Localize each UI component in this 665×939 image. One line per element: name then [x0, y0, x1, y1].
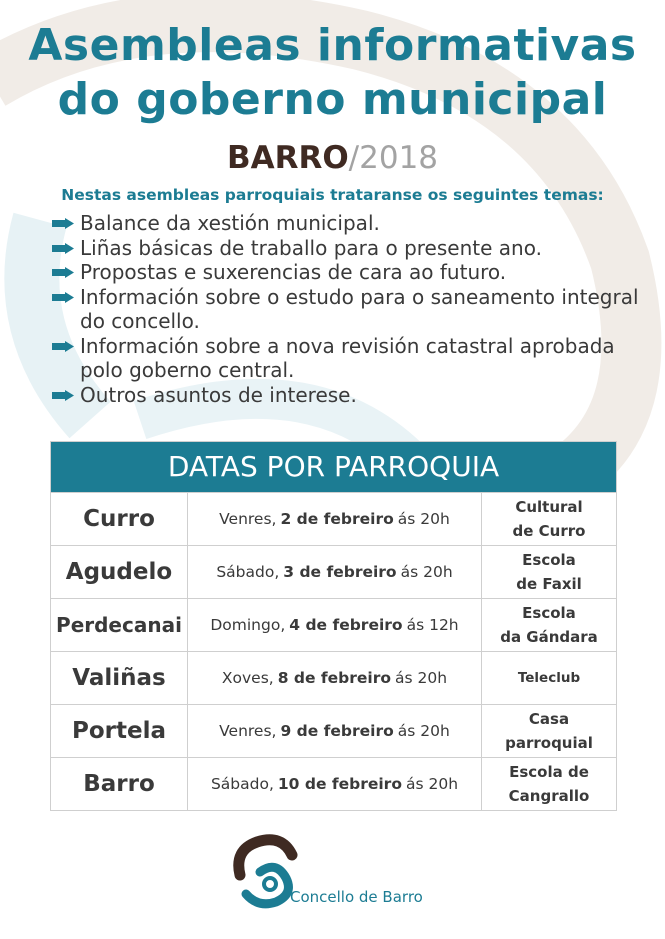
venue-cell — [482, 546, 616, 598]
arrow-right-icon — [52, 341, 74, 352]
parish-name: Barro — [51, 758, 188, 810]
weekday: Venres, — [219, 510, 277, 528]
date-cell — [188, 758, 482, 810]
venue-line-1: Cultural — [515, 498, 583, 516]
venue-line-1: Escola — [522, 551, 576, 569]
date-cell — [188, 599, 482, 651]
weekday: Sábado, — [210, 775, 274, 793]
weekday: Xoves, — [221, 669, 274, 687]
table-row — [51, 651, 616, 704]
date-cell — [188, 546, 482, 598]
table-row — [51, 545, 616, 598]
venue-line-1: Casa — [528, 710, 570, 728]
date-cell — [188, 493, 482, 545]
topic-item — [52, 285, 652, 334]
time: ás 20h — [400, 563, 453, 581]
venue-cell — [482, 599, 616, 651]
topics-list — [52, 211, 652, 407]
title-line-2: do goberno municipal — [57, 74, 608, 125]
topic-item — [52, 211, 652, 236]
subtitle-separator: / — [348, 140, 360, 176]
venue-cell — [482, 493, 616, 545]
date-cell — [188, 705, 482, 757]
parish-name: Portela — [51, 705, 188, 757]
time: ás 20h — [395, 669, 448, 687]
subtitle-year: 2018 — [359, 140, 439, 176]
table-row — [51, 704, 616, 757]
venue-cell — [482, 758, 616, 810]
schedule-table — [50, 441, 617, 811]
time: ás 20h — [397, 722, 450, 740]
time: ás 20h — [405, 775, 459, 793]
topic-item — [52, 383, 652, 408]
topic-text: Liñas básicas de traballo para o presente ano. — [80, 235, 542, 260]
venue-line-1: Escola de — [509, 763, 589, 781]
logo-text: Concello de Barro — [290, 888, 423, 906]
date: 3 de febreiro — [283, 563, 397, 581]
weekday: Venres, — [219, 722, 277, 740]
parish-name: Perdecanai — [51, 599, 188, 651]
topic-text: Información sobre o estudo para o saneamento integral do concello. — [80, 284, 639, 333]
subtitle — [0, 138, 665, 178]
date: 8 de febreiro — [277, 669, 392, 687]
table-row — [51, 757, 616, 810]
venue-line-2: de Faxil — [516, 575, 582, 593]
topic-item — [52, 236, 652, 261]
table-row — [51, 598, 616, 651]
date: 10 de febreiro — [277, 775, 402, 793]
schedule-heading: DATAS POR PARROQUIA — [51, 442, 616, 492]
parish-name: Agudelo — [51, 546, 188, 598]
date: 9 de febreiro — [280, 722, 394, 740]
topic-text: Información sobre a nova revisión catastral aprobada polo goberno central. — [80, 333, 615, 382]
weekday: Sábado, — [216, 563, 280, 581]
topic-text: Outros asuntos de interese. — [80, 382, 357, 407]
venue-cell — [482, 652, 616, 704]
arrow-right-icon — [52, 267, 74, 278]
venue-line-2: de Curro — [512, 522, 586, 540]
venue-line-2: Cangrallo — [508, 787, 590, 805]
venue-line-1: Escola — [522, 604, 576, 622]
venue-line-1: Teleclub — [517, 670, 581, 686]
time: ás 12h — [406, 616, 459, 634]
parish-name: Valiñas — [51, 652, 188, 704]
parish-name: Curro — [51, 493, 188, 545]
topic-text: Balance da xestión municipal. — [80, 211, 380, 235]
table-row — [51, 492, 616, 545]
venue-cell — [482, 705, 616, 757]
topic-item — [52, 260, 652, 285]
date: 2 de febreiro — [280, 510, 394, 528]
arrow-right-icon — [52, 390, 74, 401]
intro-text: Nestas asembleas parroquiais trataranse os seguintes temas: — [61, 186, 604, 204]
arrow-right-icon — [52, 292, 74, 303]
date: 4 de febreiro — [289, 616, 403, 634]
topic-text: Propostas e suxerencias de cara ao futuro. — [80, 260, 507, 284]
date-cell — [188, 652, 482, 704]
venue-line-2: da Gándara — [500, 628, 598, 646]
venue-line-2: parroquial — [505, 734, 593, 752]
arrow-right-icon — [52, 218, 74, 229]
title-line-1: Asembleas informativas — [28, 20, 637, 71]
time: ás 20h — [397, 510, 450, 528]
subtitle-place: BARRO — [226, 140, 349, 176]
arrow-right-icon — [52, 243, 74, 254]
topic-item — [52, 334, 652, 383]
weekday: Domingo, — [210, 616, 286, 634]
